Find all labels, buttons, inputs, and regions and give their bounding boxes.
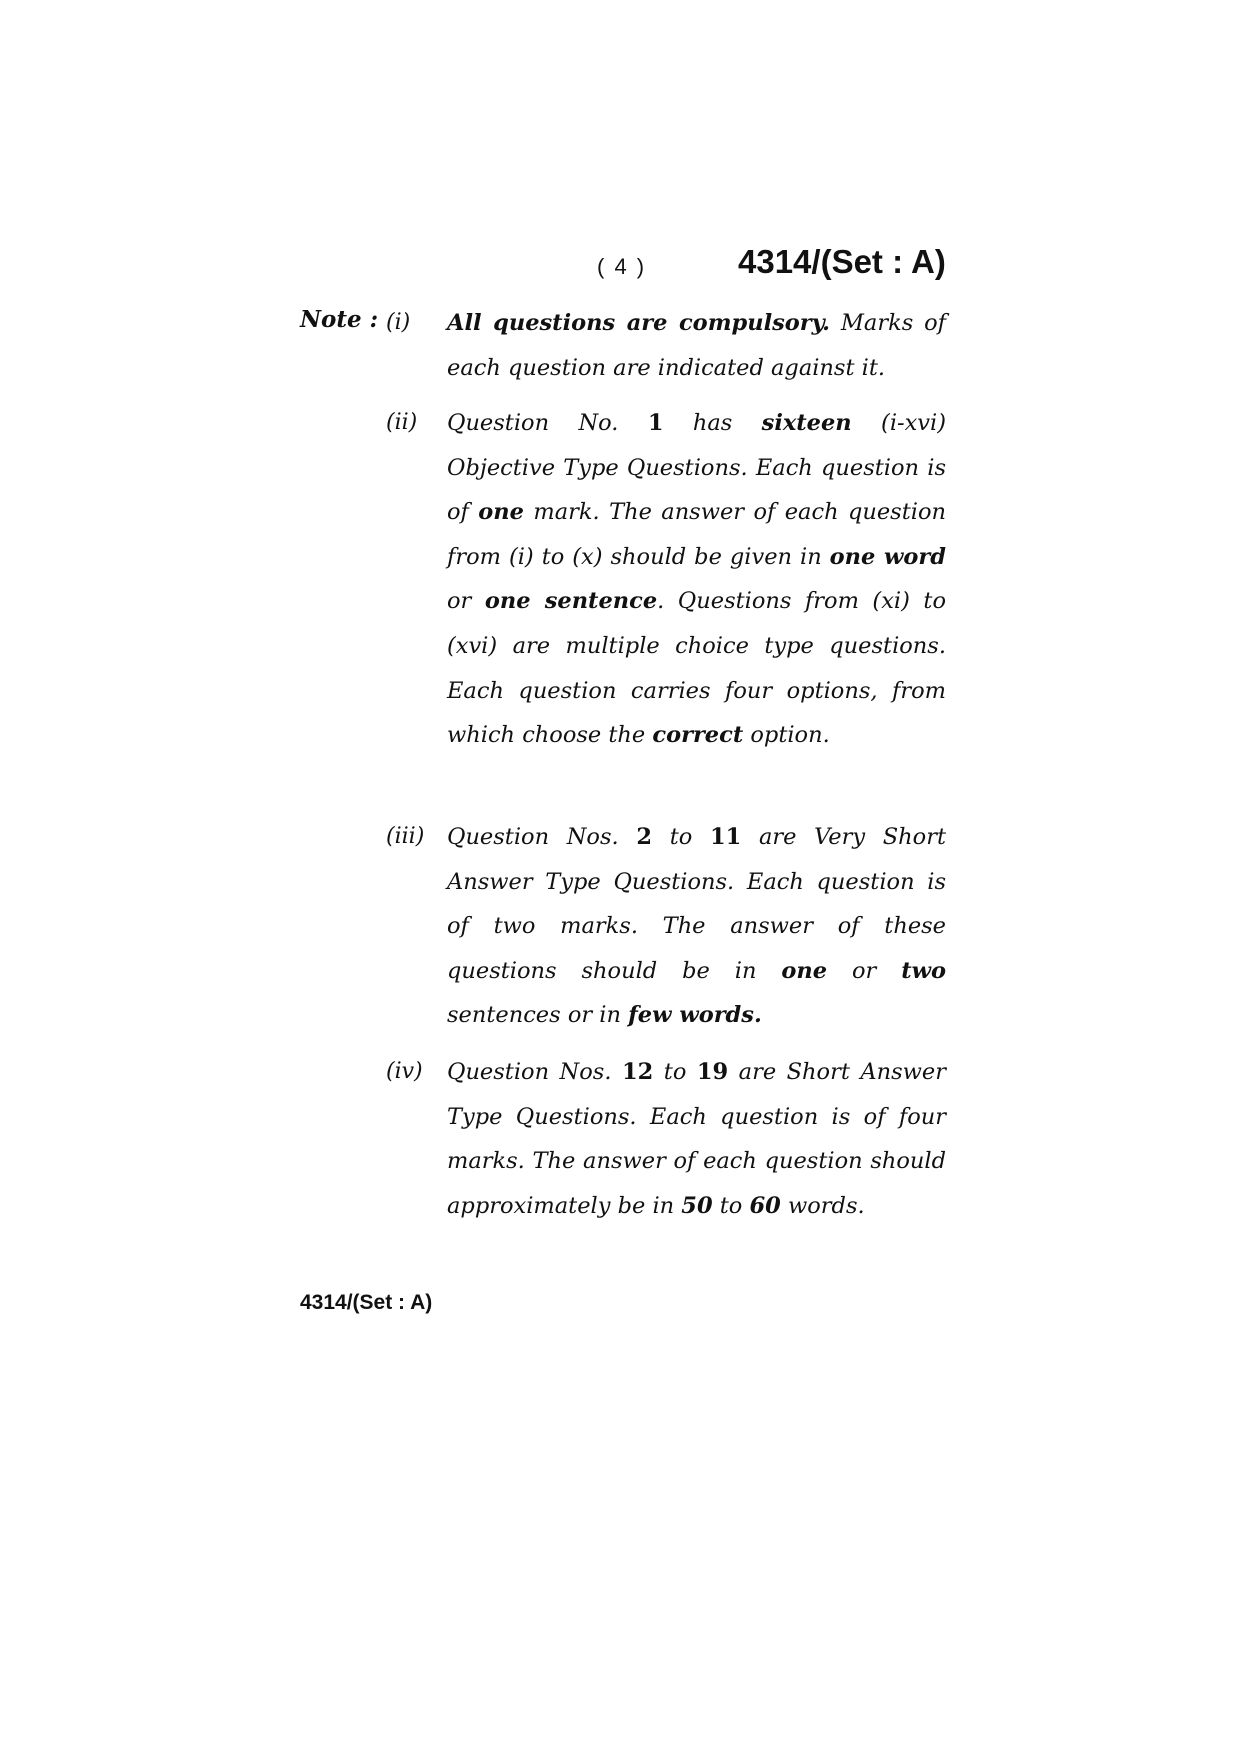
body-text: . Questions from (xi) to (xvi) are multiple choice type questions. Each question carries four options, from which choose the <box>447 588 946 749</box>
emphasis-text: All questions are compulsory. <box>447 310 830 336</box>
page-number: ( 4 ) <box>597 254 647 279</box>
note-item-text <box>447 815 946 1038</box>
body-text: Marks of each question are indicated against it. <box>447 310 946 381</box>
emphasis-text: 1 <box>647 410 664 436</box>
note-item-text <box>447 1050 946 1228</box>
note-item-number: (iii) <box>386 824 425 849</box>
body-text: option. <box>743 722 830 749</box>
emphasis-text: one sentence <box>484 588 658 615</box>
emphasis-text: correct <box>652 722 744 749</box>
emphasis-text: one <box>478 499 524 526</box>
body-text: mark. The answer of each question from (i) to (x) should be given in <box>447 499 946 570</box>
body-text: are Very Short Answer Type Questions. Each question is of two marks. The answer of these questions should be in <box>447 824 946 984</box>
emphasis-text: one word <box>829 543 946 570</box>
body-text: Question No. <box>447 410 648 436</box>
paper-code-header: 4314/(Set : A) <box>738 243 946 280</box>
emphasis-text: 11 <box>709 824 742 850</box>
note-item-text <box>447 301 946 390</box>
note-item-iv <box>386 1050 946 1228</box>
emphasis-text: sixteen <box>761 410 852 436</box>
note-item-number: (i) <box>386 310 411 335</box>
body-text: to <box>652 824 710 850</box>
body-text: to <box>712 1192 750 1219</box>
emphasis-text: 60 <box>749 1192 781 1219</box>
body-text: are Short Answer Type Questions. Each question is of four marks. The answer of each question should approximately be in <box>447 1059 946 1219</box>
emphasis-text: 50 <box>681 1192 713 1219</box>
paper-code-footer: 4314/(Set : A) <box>300 1291 433 1314</box>
body-text: or <box>447 588 485 615</box>
body-text: Question Nos. <box>447 1059 622 1085</box>
body-text: sentences or in <box>447 1002 629 1029</box>
body-text: to <box>653 1059 697 1085</box>
emphasis-text: two <box>901 957 947 984</box>
note-item-ii <box>386 401 946 758</box>
body-text: Question Nos. <box>447 824 637 850</box>
body-text: or <box>827 957 902 984</box>
note-item-i <box>386 301 946 390</box>
body-text: (i-xvi) Objective Type Questions. Each question is of <box>447 410 946 526</box>
note-item-number: (ii) <box>386 410 418 435</box>
emphasis-text: 2 <box>636 824 653 850</box>
body-text: has <box>663 410 762 436</box>
emphasis-text: few words. <box>628 1002 762 1029</box>
note-label: Note : <box>300 306 379 333</box>
emphasis-text: 19 <box>696 1059 729 1085</box>
body-text: words. <box>780 1192 865 1219</box>
emphasis-text: one <box>781 957 828 984</box>
emphasis-text: 12 <box>621 1059 654 1085</box>
note-item-text <box>447 401 946 758</box>
note-item-number: (iv) <box>386 1059 423 1084</box>
note-item-iii <box>386 815 946 1038</box>
